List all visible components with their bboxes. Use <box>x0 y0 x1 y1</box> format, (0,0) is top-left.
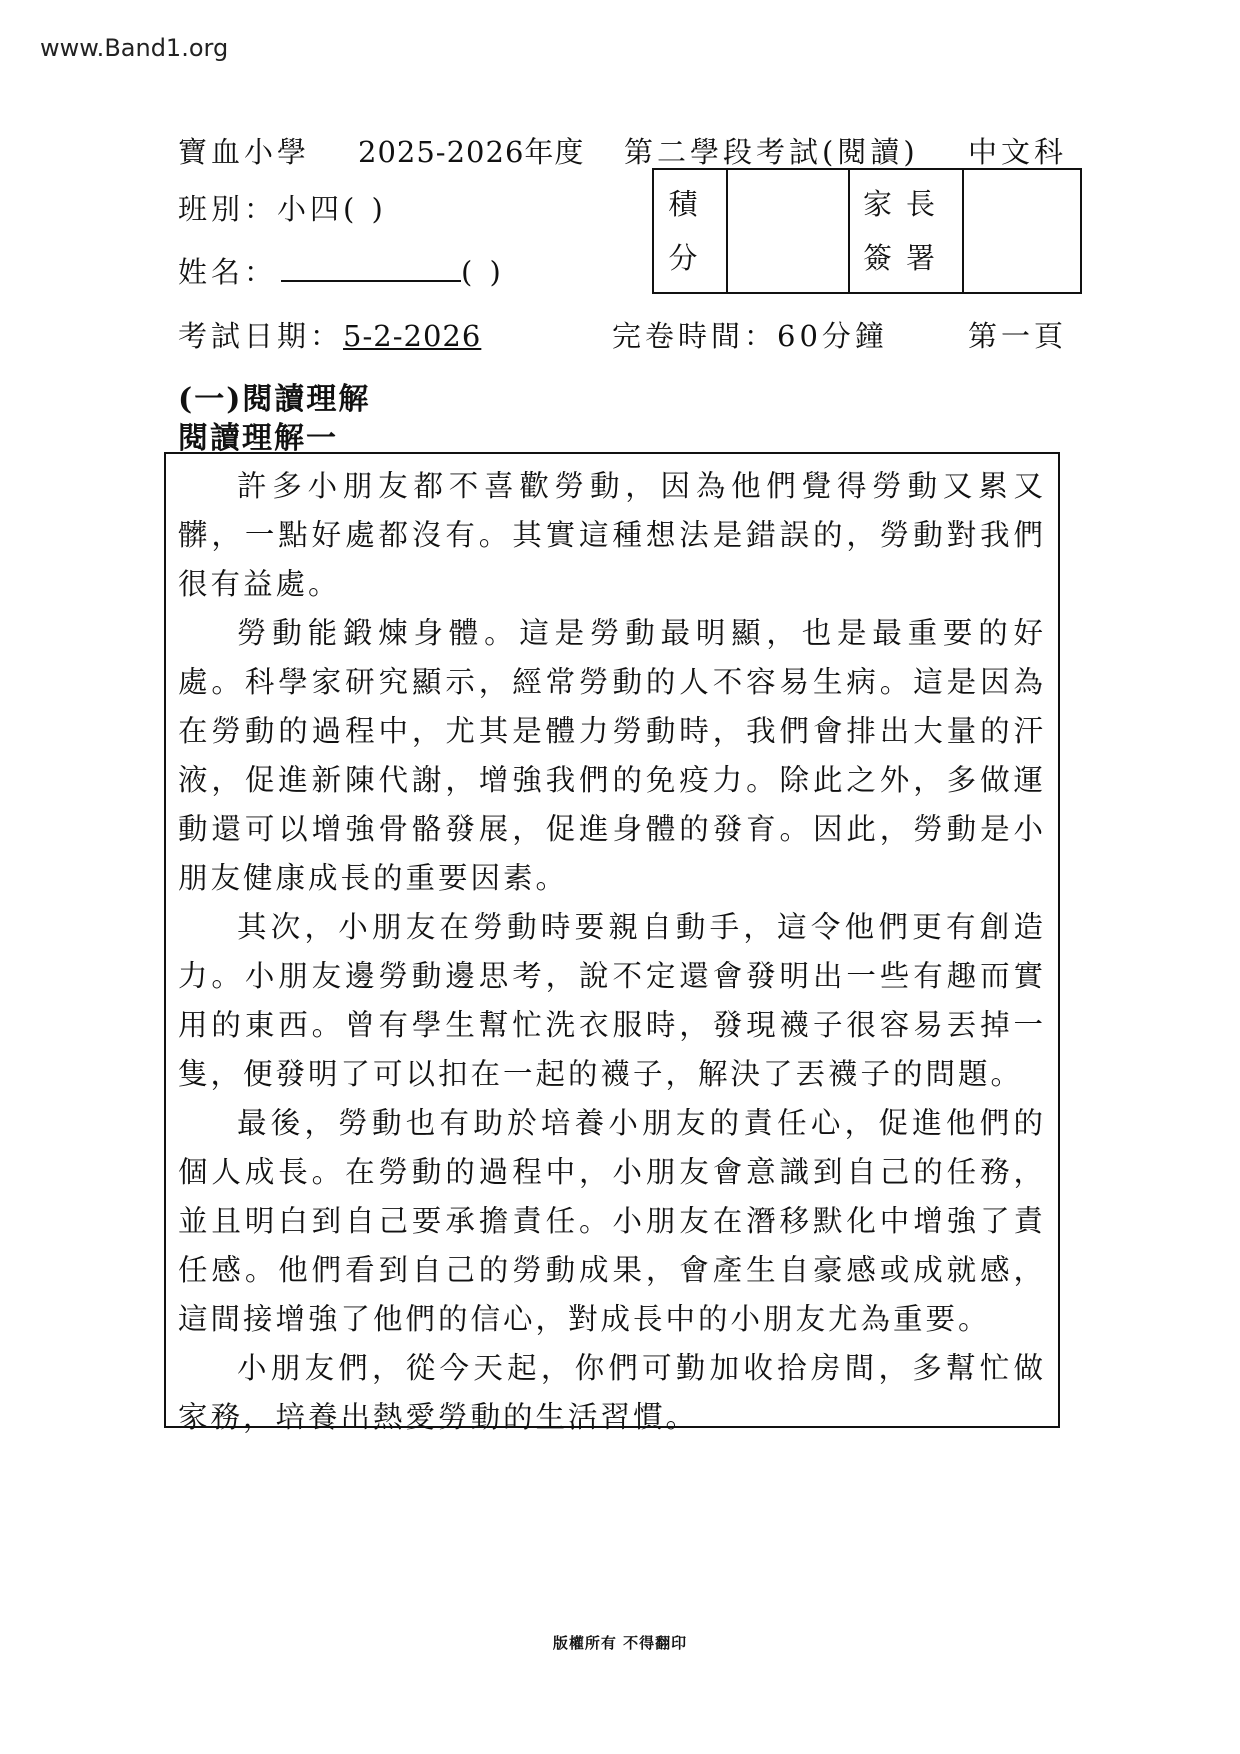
passage-paragraph-3: 其次，小朋友在勞動時要親自動手，這令他們更有創造力。小朋友邊勞動邊思考，說不定還會發明出一些有趣而實用的東西。曾有學生幫忙洗衣服時，發現襪子很容易丟掉一隻，便發明了可以扣在一起的襪子，解決了丟襪子的問題。 <box>178 910 1046 1091</box>
passage-paragraph-2: 勞動能鍛煉身體。這是勞動最明顯，也是最重要的好處。科學家研究顯示，經常勞動的人不容易生病。這是因為在勞動的過程中，尤其是體力勞動時，我們會排出大量的汗液，促進新陳代謝，增強我們的免疫力。除此之外，多做運動還可以增強骨骼發展，促進身體的發育。因此，勞動是小朋友健康成長的重要因素。 <box>178 616 1046 895</box>
exam-date-line <box>178 314 481 355</box>
page-number: 第一頁 <box>968 319 1068 353</box>
copyright-footer: 版權所有 不得翻印 <box>552 1634 688 1652</box>
reading-passage <box>164 452 1060 1434</box>
score-signature-table <box>652 168 1082 294</box>
parent-signature-label-cell <box>850 170 964 292</box>
parent-label-2: 簽署 <box>862 241 949 275</box>
name-number: ( ) <box>461 255 505 289</box>
subject-title: 中文科 <box>968 135 1068 169</box>
school-year: 2025-2026年度 <box>358 135 585 169</box>
date-label: 考試日期： <box>178 319 344 353</box>
score-label-2: 分 <box>668 241 712 275</box>
score-label-1: 積 <box>668 187 712 221</box>
parent-label-1: 家長 <box>862 187 949 221</box>
name-line <box>178 250 505 291</box>
date-value: 5-2-2026 <box>343 319 482 353</box>
passage-paragraph-5: 小朋友們，從今天起，你們可勤加收拾房間，多幫忙做家務，培養出熱愛勞動的生活習慣。 <box>178 1351 1046 1434</box>
exam-duration: 完卷時間：60分鐘 <box>612 319 888 353</box>
score-label-cell <box>654 170 728 292</box>
passage-paragraph-1: 許多小朋友都不喜歡勞動，因為他們覺得勞動又累又髒，一點好處都沒有。其實這種想法是錯誤的，勞動對我們很有益處。 <box>178 469 1046 601</box>
section-title: (一)閱讀理解 <box>178 382 371 417</box>
site-url[interactable]: www.Band1.org <box>40 34 229 62</box>
passage-paragraph-4: 最後，勞動也有助於培養小朋友的責任心，促進他們的個人成長。在勞動的過程中，小朋友會意識到自己的任務，並且明白到自己要承擔責任。小朋友在潛移默化中增強了責任感。他們看到自己的勞動成果，會產生自豪感或成就感，這間接增強了他們的信心，對成長中的小朋友尤為重要。 <box>178 1106 1046 1336</box>
score-field[interactable] <box>728 170 850 292</box>
subsection-title: 閱讀理解一 <box>178 421 338 456</box>
parent-signature-field[interactable] <box>964 170 1080 292</box>
name-label: 姓名： <box>178 255 278 289</box>
exam-title: 第二學段考試(閱讀) <box>624 135 919 169</box>
name-blank-field[interactable] <box>281 252 461 282</box>
class-label: 班別：小四( ) <box>178 192 387 226</box>
school-name: 寶血小學 <box>178 135 311 169</box>
